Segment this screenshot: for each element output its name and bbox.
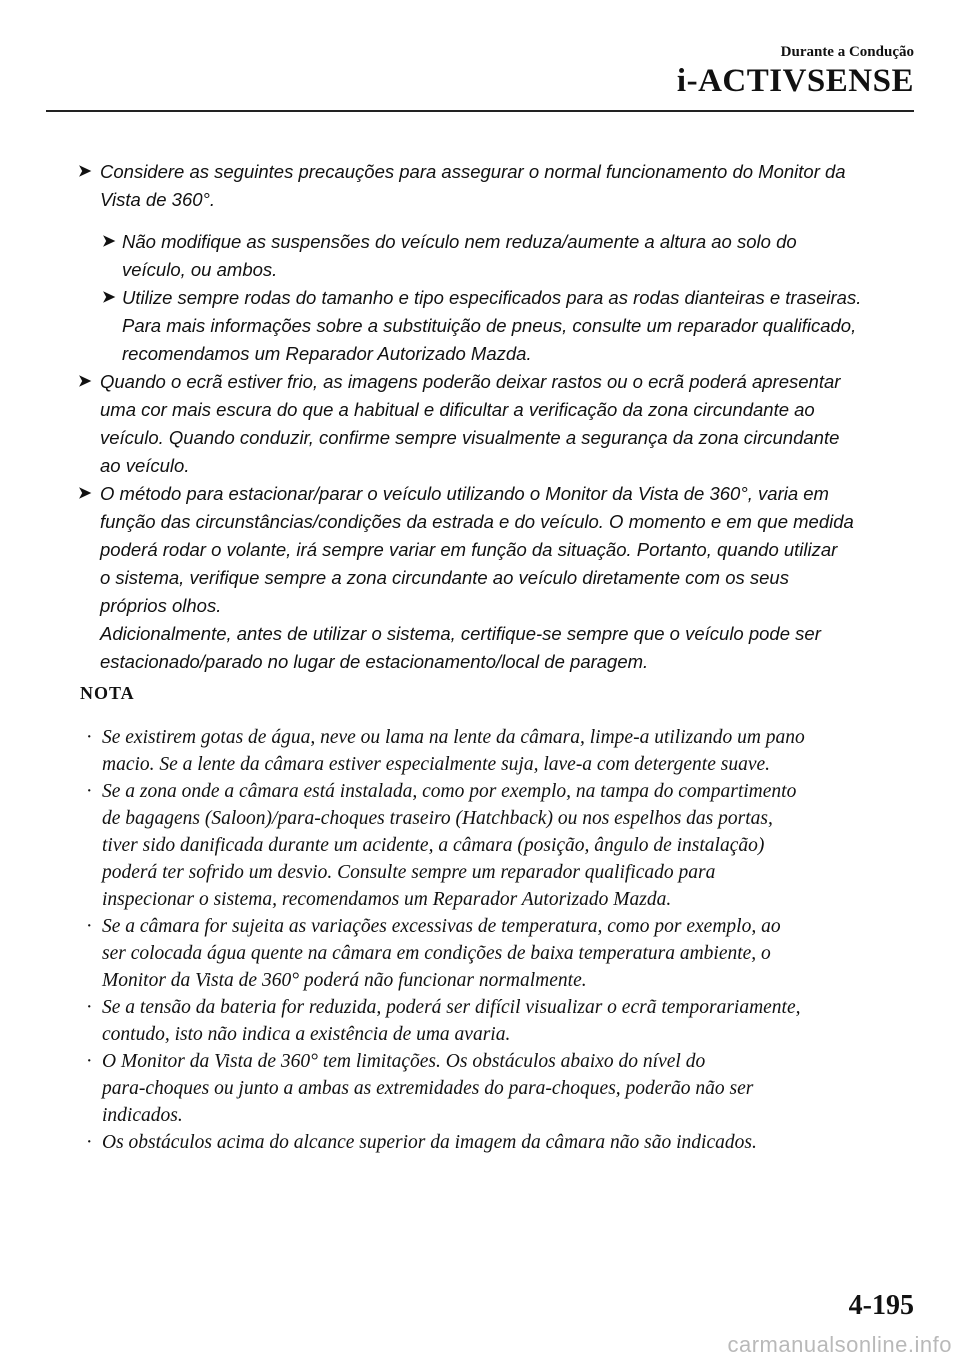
note-line: Se a tensão da bateria for reduzida, poderá ser difícil visualizar o ecrã temporariamente, [102,997,801,1018]
note-line: contudo, isto não indica a existência de uma avaria. [102,1024,511,1045]
note-item [76,994,916,1048]
note-line: de bagagens (Saloon)/para-choques traseiro (Hatchback) ou nos espelhos das portas, [102,808,773,829]
note-item [76,1129,916,1156]
note-line: inspecionar o sistema, recomendamos um Reparador Autorizado Mazda. [102,889,672,910]
note-line: Se existirem gotas de água, neve ou lama na lente da câmara, limpe-a utilizando um pano [102,727,805,748]
dot-bullet-icon: · [86,916,93,937]
warning-line: Utilize sempre rodas do tamanho e tipo especificados para as rodas dianteiras e traseiras. [122,287,862,308]
warning-line: Para mais informações sobre a substituição de pneus, consulte um reparador qualificado, [122,315,857,336]
warning-line: Quando o ecrã estiver frio, as imagens poderão deixar rastos ou o ecrã poderá apresentar [100,371,841,392]
warning-list [76,158,916,676]
arrow-bullet-icon: ➤ [102,233,116,250]
dot-bullet-icon: · [86,1132,93,1153]
note-item [76,778,916,913]
arrow-bullet-icon: ➤ [78,485,92,502]
warning-line: poderá rodar o volante, irá sempre variar em função da situação. Portanto, quando utilizar [100,539,838,560]
warning-line: estacionado/parado no lugar de estacionamento/local de paragem. [100,651,649,672]
warning-line: O método para estacionar/parar o veículo utilizando o Monitor da Vista de 360°, varia em [100,483,829,504]
chapter-title: i-ACTIVSENSE [676,63,914,99]
note-line: macio. Se a lente da câmara estiver especialmente suja, lave-a com detergente suave. [102,754,771,775]
note-line: Se a zona onde a câmara está instalada, como por exemplo, na tampa do compartimento [102,781,797,802]
warning-item [76,158,916,214]
note-line: Monitor da Vista de 360° poderá não funcionar normalmente. [102,970,587,991]
warning-item [76,368,916,480]
warning-line: uma cor mais escura do que a habitual e dificultar a verificação da zona circundante ao [100,399,815,420]
warning-line: veículo. Quando conduzir, confirme sempre visualmente a segurança da zona circundante [100,427,840,448]
page-number: 4-195 [848,1290,914,1321]
note-line: Os obstáculos acima do alcance superior da imagem da câmara não são indicados. [102,1132,757,1153]
arrow-bullet-icon: ➤ [78,163,92,180]
note-item [76,913,916,994]
warning-line: próprios olhos. [100,595,222,616]
note-line: indicados. [102,1105,183,1126]
note-item [76,1048,916,1129]
warning-line: veículo, ou ambos. [122,259,278,280]
note-heading: NOTA [80,683,135,703]
note-line: para-choques ou junto a ambas as extremidades do para-choques, poderão não ser [102,1078,754,1099]
watermark: carmanualsonline.info [727,1332,952,1357]
warning-line: Não modifique as suspensões do veículo nem reduza/aumente a altura ao solo do [122,231,797,252]
note-list [76,724,916,1156]
arrow-bullet-icon: ➤ [78,373,92,390]
warning-item [76,228,916,284]
arrow-bullet-icon: ➤ [102,289,116,306]
warning-line: o sistema, verifique sempre a zona circundante ao veículo diretamente com os seus [100,567,789,588]
dot-bullet-icon: · [86,727,93,748]
warning-item [76,480,916,676]
note-item [76,724,916,778]
warning-item [76,284,916,368]
header-rule [46,110,914,112]
warning-line: função das circunstâncias/condições da estrada e do veículo. O momento e em que medida [100,511,854,532]
note-line: Se a câmara for sujeita as variações excessivas de temperatura, como por exemplo, ao [102,916,781,937]
dot-bullet-icon: · [86,997,93,1018]
page-header [214,0,914,100]
dot-bullet-icon: · [86,1051,93,1072]
warning-line: ao veículo. [100,455,190,476]
warning-line: Adicionalmente, antes de utilizar o sistema, certifique-se sempre que o veículo pode ser [100,623,821,644]
note-line: poderá ter sofrido um desvio. Consulte sempre um reparador qualificado para [102,862,716,883]
section-title: Durante a Condução [780,44,914,60]
dot-bullet-icon: · [86,781,93,802]
note-line: ser colocada água quente na câmara em condições de baixa temperatura ambiente, o [102,943,771,964]
note-line: O Monitor da Vista de 360° tem limitações. Os obstáculos abaixo do nível do [102,1051,706,1072]
warning-line: recomendamos um Reparador Autorizado Mazda. [122,343,532,364]
warning-line: Considere as seguintes precauções para assegurar o normal funcionamento do Monitor da [100,161,846,182]
note-line: tiver sido danificada durante um acidente, a câmara (posição, ângulo de instalação) [102,835,765,856]
warning-line: Vista de 360°. [100,189,216,210]
